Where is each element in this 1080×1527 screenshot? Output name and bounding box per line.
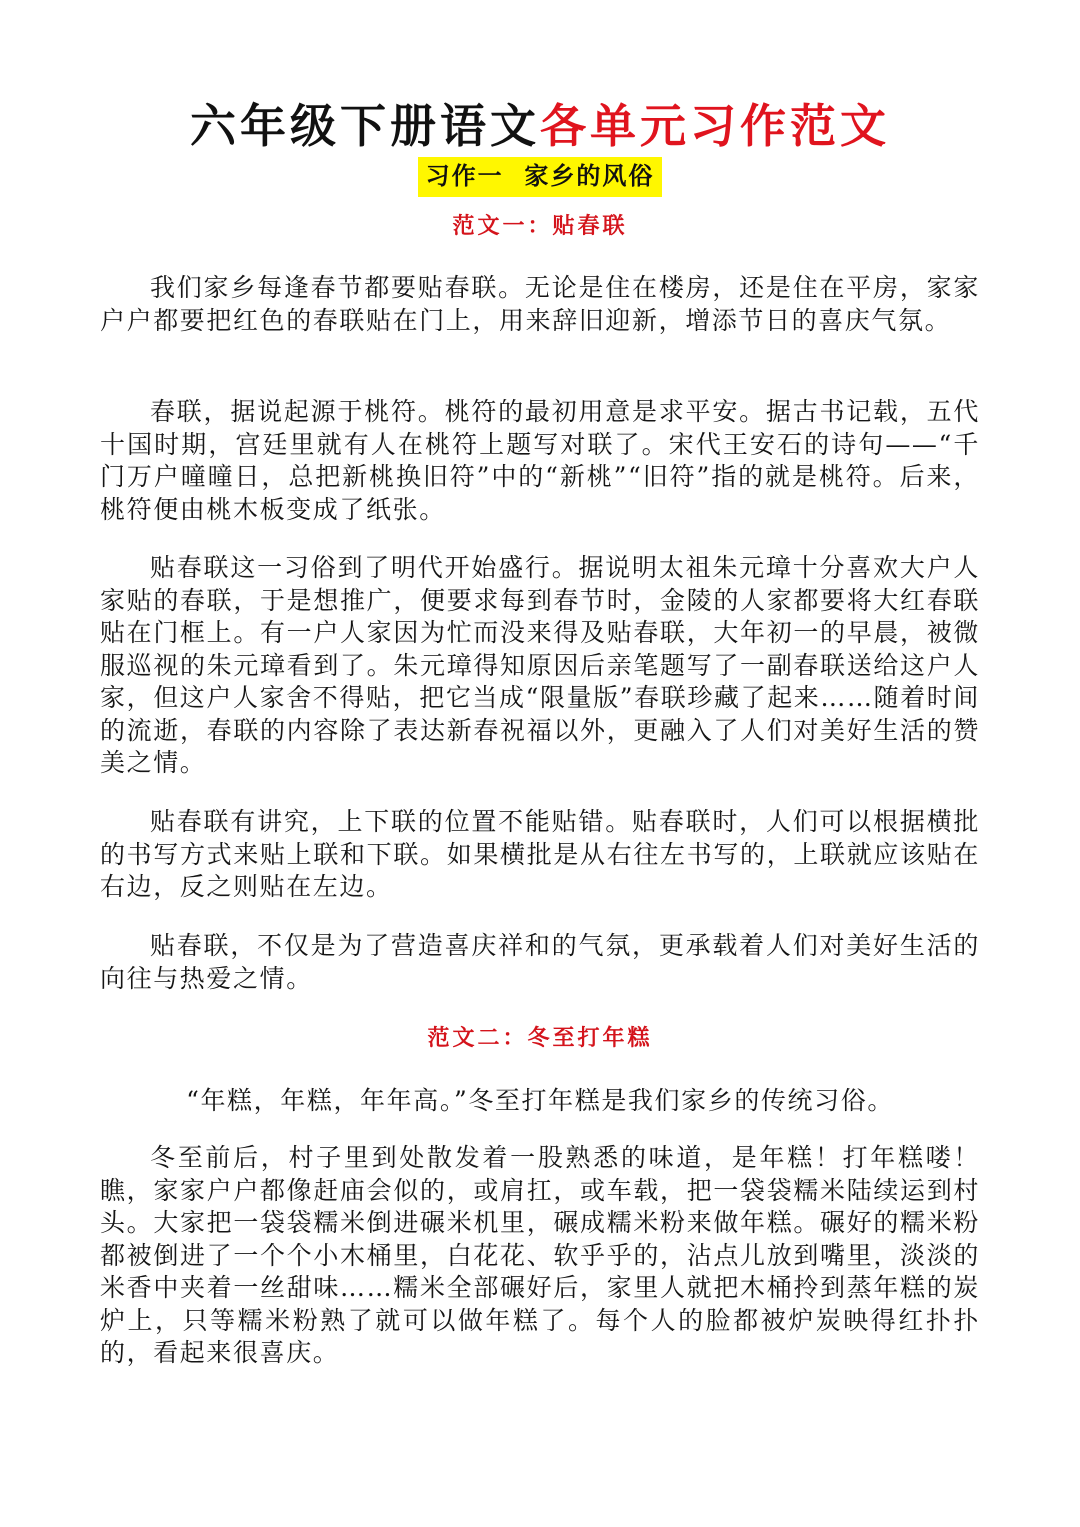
essay-1-paragraph-3: 贴春联这一习俗到了明代开始盛行。据说明太祖朱元璋十分喜欢大户人家贴的春联，于是想推广，便要求每到春节时，金陵的人家都要将大红春联贴在门框上。有一户人家因为忙而没来得及贴春联，大年初一的早晨，被微服巡视的朱元璋看到了。朱元璋得知原因后亲笔题写了一副春联送给这户人家，但这户人家舍不得贴，把它当成“限量版”春联珍藏了起来……随着时间的流逝，春联的内容除了表达新春祝福以外，更融入了人们对美好生活的赞美之情。	[100, 553, 980, 777]
unit-subtitle-container	[0, 157, 1080, 197]
essay-1-paragraph-5: 贴春联，不仅是为了营造喜庆祥和的气氛，更承载着人们对美好生活的向往与热爱之情。	[100, 931, 980, 993]
essay-2-paragraph-1: “年糕，年糕，年年高。”冬至打年糕是我们家乡的传统习俗。	[186, 1086, 894, 1115]
essay-2-heading: 范文二：冬至打年糕	[427, 1025, 653, 1051]
title-black-part: 六年级下册语文	[190, 99, 540, 153]
unit-subtitle-highlighted: 习作一 家乡的风俗	[418, 157, 663, 197]
essay-1-paragraph-4: 贴春联有讲究，上下联的位置不能贴错。贴春联时，人们可以根据横批的书写方式来贴上联和下联。如果横批是从右往左书写的，上联就应该贴在右边，反之则贴在左边。	[100, 807, 980, 901]
essay-1-paragraph-1: 我们家乡每逢春节都要贴春联。无论是住在楼房，还是住在平房，家家户户都要把红色的春联贴在门上，用来辞旧迎新，增添节日的喜庆气氛。	[100, 273, 980, 335]
page-title	[0, 96, 1080, 156]
essay-2-paragraph-2: 冬至前后，村子里到处散发着一股熟悉的味道，是年糕！打年糕喽！瞧，家家户户都像赶庙会似的，或肩扛，或车载，把一袋袋糯米陆续运到村头。大家把一袋袋糯米倒进碾米机里，碾成糯米粉来做年糕。碾好的糯米粉都被倒进了一个个小木桶里，白花花、软乎乎的，沾点儿放到嘴里，淡淡的米香中夹着一丝甜味……糯米全部碾好后，家里人就把木桶拎到蒸年糕的炭炉上，只等糯米粉熟了就可以做年糕了。每个人的脸都被炉炭映得红扑扑的，看起来很喜庆。	[100, 1143, 980, 1367]
essay-1-paragraph-2: 春联，据说起源于桃符。桃符的最初用意是求平安。据古书记载，五代十国时期，宫廷里就有人在桃符上题写对联了。宋代王安石的诗句——“千门万户曈曈日，总把新桃换旧符”中的“新桃”“旧符”指的就是桃符。后来，桃符便由桃木板变成了纸张。	[100, 397, 980, 524]
essay-1-heading: 范文一：贴春联	[452, 213, 628, 239]
title-red-part: 各单元习作范文	[540, 99, 890, 153]
